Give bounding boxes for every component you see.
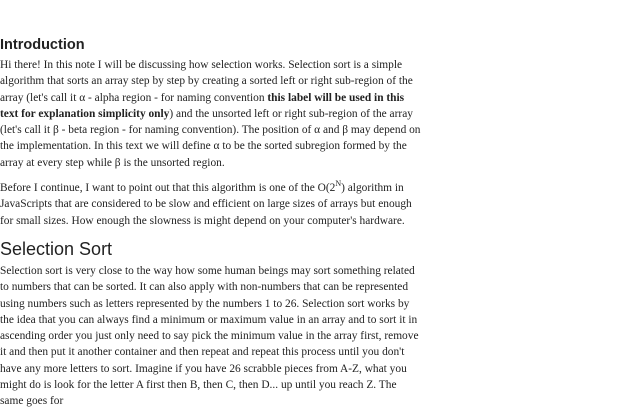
intro-paragraph-2 [0, 180, 422, 229]
intro-p1-bold-text: this label will be used in this text for explanation simplicity only [0, 91, 405, 120]
intro-p2-superscript: N [335, 179, 342, 189]
intro-paragraph-1 [0, 57, 422, 171]
intro-p1-text-2: ) and the unsorted left or right sub-region of the array (let's call it β - beta region - for naming convention). The position of α and β may depend on the implementation. In this text we will define α to be the sorted subregion formed by the array at every step while β is the unsorted region. [0, 107, 421, 169]
intro-p2-text-1: Before I continue, I want to point out that this algorithm is one of the O(2 [0, 182, 336, 195]
selection-sort-paragraph-1: Selection sort is very close to the way how some human beings may sort something related to numbers that can be sorted. It can also apply with non-numbers that can be represented using numbers such as letters represented by the numbers 1 to 26. Selection sort works by the idea that you can always find a minimum or maximum value in an array and to sort it in ascending order you just only need to say pick the minimum value in the array first, remove it and then put it another container and then repeat and repeat this process until you don't have any more letters to sort. Imagine if you have 26 scrabble pieces from A-Z, what you might do is look for the letter A first then B, then C, then D... up until you reach Z. The same goes for [0, 264, 419, 408]
selection-sort-heading: Selection Sort [0, 238, 113, 259]
intro-p2-text-2: ) algorithm in JavaScripts that are considered to be slow and efficient on large sizes of arrays but enough for small sizes. How enough the slowness is might depend on your computer's hardware. [0, 182, 412, 227]
intro-p1-text-1: Hi there! In this note I will be discussing how selection works. Selection sort is a simple algorithm that sorts an array step by step by creating a sorted left or right sub-region of the array (let's call it α - alpha region - for naming convention [0, 59, 413, 104]
article-content [0, 36, 422, 419]
introduction-heading: Introduction [0, 37, 85, 53]
